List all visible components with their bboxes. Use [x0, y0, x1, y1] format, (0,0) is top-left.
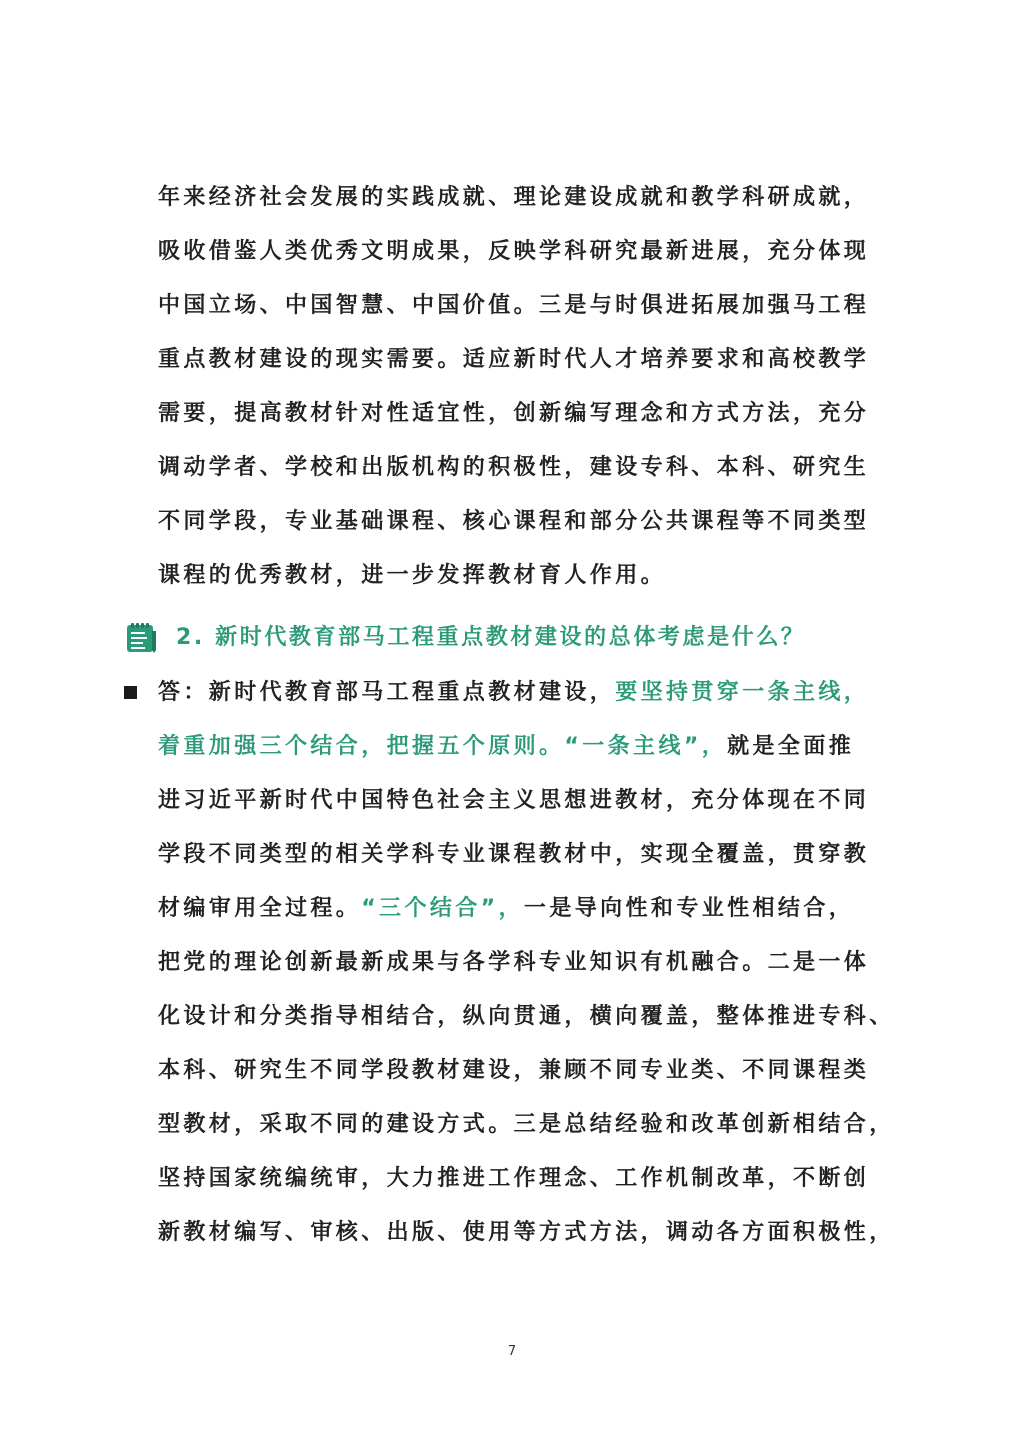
document-icon — [124, 621, 158, 655]
paragraph-line: 年来经济社会发展的实践成就、理论建设成就和教学科研成就， — [158, 185, 870, 210]
answer-line — [158, 882, 898, 936]
paragraph-line: 不同学段，专业基础课程、核心课程和部分公共课程等不同类型 — [158, 509, 870, 534]
answer-text: 一是导向性和专业性相结合， — [523, 896, 855, 921]
paragraph-line: 调动学者、学校和出版机构的积极性，建设专科、本科、研究生 — [158, 455, 870, 480]
paragraph-line: 中国立场、中国智慧、中国价值。三是与时俱进拓展加强马工程 — [158, 293, 870, 318]
square-bullet-icon — [124, 686, 137, 699]
paragraph-line: 重点教材建设的现实需要。适应新时代人才培养要求和高校教学 — [158, 347, 870, 372]
answer-text: 就是全面推 — [727, 734, 855, 759]
paragraph-line: 需要，提高教材针对性适宜性，创新编写理念和方式方法，充分 — [158, 401, 870, 426]
answer-line: 学段不同类型的相关学科专业课程教材中，实现全覆盖，贯穿教 — [158, 842, 870, 867]
paragraph-line: 吸收借鉴人类优秀文明成果，反映学科研究最新进展，充分体现 — [158, 239, 870, 264]
answer-line: 新教材编写、审核、出版、使用等方式方法，调动各方面积极性， — [158, 1220, 895, 1245]
answer-line: 化设计和分类指导相结合，纵向贯通，横向覆盖，整体推进专科、 — [158, 1004, 895, 1029]
answer-line: 型教材，采取不同的建设方式。三是总结经验和改革创新相结合， — [158, 1112, 895, 1137]
answer-text: 答：新时代教育部马工程重点教材建设， — [158, 680, 616, 705]
paragraph-1 — [158, 171, 898, 603]
paragraph-line: 课程的优秀教材，进一步发挥教材育人作用。 — [158, 563, 667, 588]
answer-paragraph — [158, 666, 898, 1260]
answer-line: 把党的理论创新最新成果与各学科专业知识有机融合。二是一体 — [158, 950, 870, 975]
answer-line: 坚持国家统编统审，大力推进工作理念、工作机制改革，不断创 — [158, 1166, 870, 1191]
answer-line: 本科、研究生不同学段教材建设，兼顾不同专业类、不同课程类 — [158, 1058, 870, 1083]
answer-line — [158, 720, 898, 774]
answer-highlight: 要坚持贯穿一条主线， — [615, 680, 870, 705]
answer-highlight: “三个结合”， — [361, 896, 524, 921]
answer-line: 进习近平新时代中国特色社会主义思想进教材，充分体现在不同 — [158, 788, 870, 813]
answer-highlight: 着重加强三个结合，把握五个原则。“一条主线”， — [158, 734, 728, 759]
heading-text: 2. 新时代教育部马工程重点教材建设的总体考虑是什么？ — [176, 625, 806, 650]
section-heading — [124, 611, 904, 665]
answer-text: 材编审用全过程。 — [158, 896, 362, 921]
answer-line — [158, 666, 898, 720]
page-number: 7 — [507, 1344, 517, 1359]
